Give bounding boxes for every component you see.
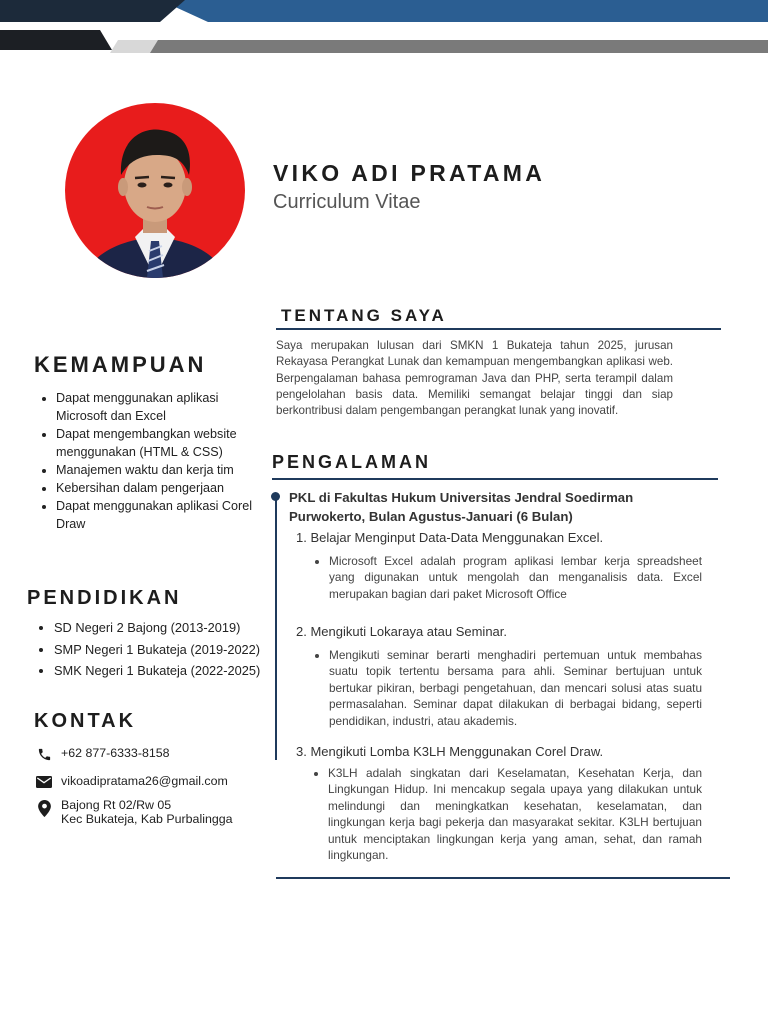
experience-item-detail [311,553,702,602]
experience-detail-text: • Microsoft Excel adalah program aplikasi lembar kerja spreadsheet yang digunakan untuk mengolah dan menganalisis data. Excel merupakan bagian dari paket Microsoft Office [329,553,702,602]
experience-divider [272,478,718,480]
experience-detail-text: • Mengikuti seminar berarti menghadiri pertemuan untuk membahas suatu topik tertentu bersama para ahli. Seminar bertujuan untuk bertukar pikiran, berbagi pengetahuan, dan mencari solusi atas suatu permasalahan. Seminar dapat dilakukan di berbagai bidang, seperti pendidikan, industri, atau akademis. [329,647,702,729]
location-pin-icon [34,798,54,818]
phone-icon [34,746,54,762]
experience-item-heading: 1. Belajar Menginput Data-Data Menggunakan Excel. [296,530,604,545]
education-title: PENDIDIKAN [27,587,182,609]
banner-dark-stripe [0,30,112,50]
about-text: Saya merupakan lulusan dari SMKN 1 Bukateja tahun 2025, jurusan Rekayasa Perangkat Lunak dan kemampuan mengembangkan aplikasi web. Berpengalaman bahasa pemrograman Java dan PHP, serta terampil dalam pengelolahan basis data. Memiliki semangat belajar tinggi dan siap berkontribusi dalam pengembangan perangkat lunak yang inovatif. [276,339,673,418]
experience-item-heading: 3. Mengikuti Lomba K3LH Menggunakan Corel Draw. [296,744,604,759]
full-name: VIKO ADI PRATAMA [273,160,546,186]
education-item: • SMK Negeri 1 Bukateja (2022-2025) [54,660,294,682]
timeline-dot [271,492,280,501]
contact-phone [34,746,170,762]
experience-title: PENGALAMAN [272,452,431,472]
address-line-1: Bajong Rt 02/Rw 05 [61,798,172,812]
profile-photo [65,103,245,278]
contact-address [34,798,233,826]
experience-item-detail [311,647,702,729]
education-list [34,617,294,682]
experience-detail-text: • K3LH adalah singkatan dari Keselamatan, Kesehatan Kerja, dan Lingkungan Hidup. Ini mencakup segala upaya yang dilakukan untuk melindungi dan meningkatkan kesehatan, keselamatan, dan lingkungan kerja bagi pekerja dan masyarakat sekitar. K3LH bertujuan untuk menciptakan lingkungan kerja yang aman, sehat, dan ramah lingkungan. [328,765,702,863]
education-item: • SMP Negeri 1 Bukateja (2019-2022) [54,639,294,661]
experience-item-detail [310,765,702,863]
banner-navy-band [0,0,185,22]
phone-number: +62 877-6333-8158 [61,746,170,760]
address-text [61,798,233,826]
education-item: • SD Negeri 2 Bajong (2013-2019) [54,617,294,639]
skill-item: • Dapat mengembangkan website menggunakan (HTML & CSS) [56,425,256,461]
banner-blue-band [160,0,768,22]
about-divider [276,328,721,330]
bottom-divider [276,877,730,879]
skill-item: • Dapat menggunakan aplikasi Corel Draw [56,497,256,533]
cv-subtitle: Curriculum Vitae [273,191,421,213]
contact-email [34,774,228,790]
skill-item: • Dapat menggunakan aplikasi Microsoft dan Excel [56,389,256,425]
skills-list [36,389,256,533]
email-address: vikoadipratama26@gmail.com [61,774,228,788]
about-title: TENTANG SAYA [281,306,447,325]
contact-title: KONTAK [34,710,137,732]
skills-title: KEMAMPUAN [34,352,207,377]
banner-gray-stripe [150,40,768,53]
experience-item-heading: 2. Mengikuti Lokaraya atau Seminar. [296,624,508,639]
experience-organization: PKL di Fakultas Hukum Universitas Jendral Soedirman Purwokerto, Bulan Agustus-Januari (6 Bulan) [289,490,634,524]
skill-item: • Kebersihan dalam pengerjaan [56,479,256,497]
header-banner [0,0,768,60]
timeline-line [275,496,277,760]
address-line-2: Kec Bukateja, Kab Purbalingga [61,812,233,826]
skill-item: • Manajemen waktu dan kerja tim [56,461,256,479]
mail-icon [34,774,54,790]
